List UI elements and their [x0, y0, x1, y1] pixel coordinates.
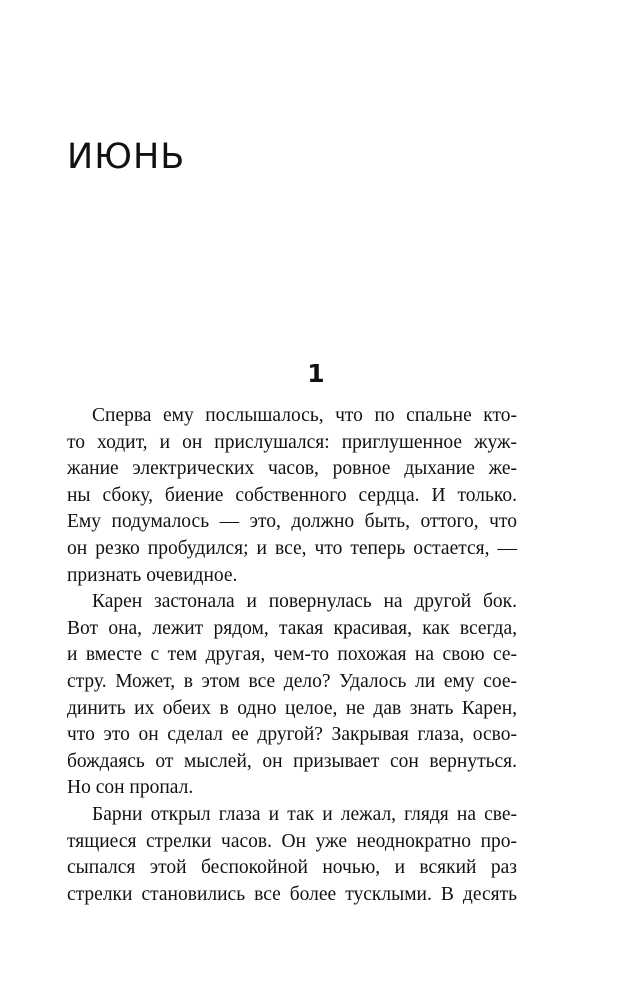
text-line: жание электрических часов, ровное дыхание же- — [67, 458, 517, 480]
text-line: то ходит, и он прислушался: приглушенное жуж- — [67, 431, 517, 453]
text-line: и вместе с тем другая, чем-то похожая на свою се- — [67, 644, 517, 666]
section-title: ИЮНЬ — [67, 137, 186, 177]
text-line: признать очевидное. — [67, 564, 238, 586]
text-line: бождаясь от мыслей, он призывает сон вернуться. — [67, 750, 517, 772]
text-line: Вот она, лежит рядом, такая красивая, как всегда, — [67, 617, 517, 639]
text-line: ны сбоку, биение собственного сердца. И только. — [67, 484, 517, 506]
chapter-number: 1 — [307, 359, 325, 388]
body-text — [67, 403, 517, 908]
text-line: тящиеся стрелки часов. Он уже неоднократно про- — [67, 830, 517, 852]
text-line: Барни открыл глаза и так и лежал, глядя на све- — [92, 803, 517, 825]
text-line: сыпался этой беспокойной ночью, и всякий раз — [67, 857, 517, 879]
text-line: стрелки становились все более тусклыми. В десять — [67, 883, 517, 905]
text-line: что это он сделал ее другой? Закрывая глаза, осво- — [67, 724, 517, 746]
text-line: Ему подумалось — это, должно быть, оттого, что — [67, 511, 517, 533]
text-line: Но сон пропал. — [67, 777, 194, 799]
text-line: он резко пробудился; и все, что теперь остается, — — [67, 537, 517, 559]
text-line: динить их обеих в одно целое, не дав знать Карен, — [67, 697, 517, 719]
text-line: Сперва ему послышалось, что по спальне кто- — [92, 405, 517, 426]
text-line: Карен застонала и повернулась на другой бок. — [92, 591, 517, 613]
text-line: стру. Может, в этом все дело? Удалось ли ему сое- — [67, 670, 517, 692]
